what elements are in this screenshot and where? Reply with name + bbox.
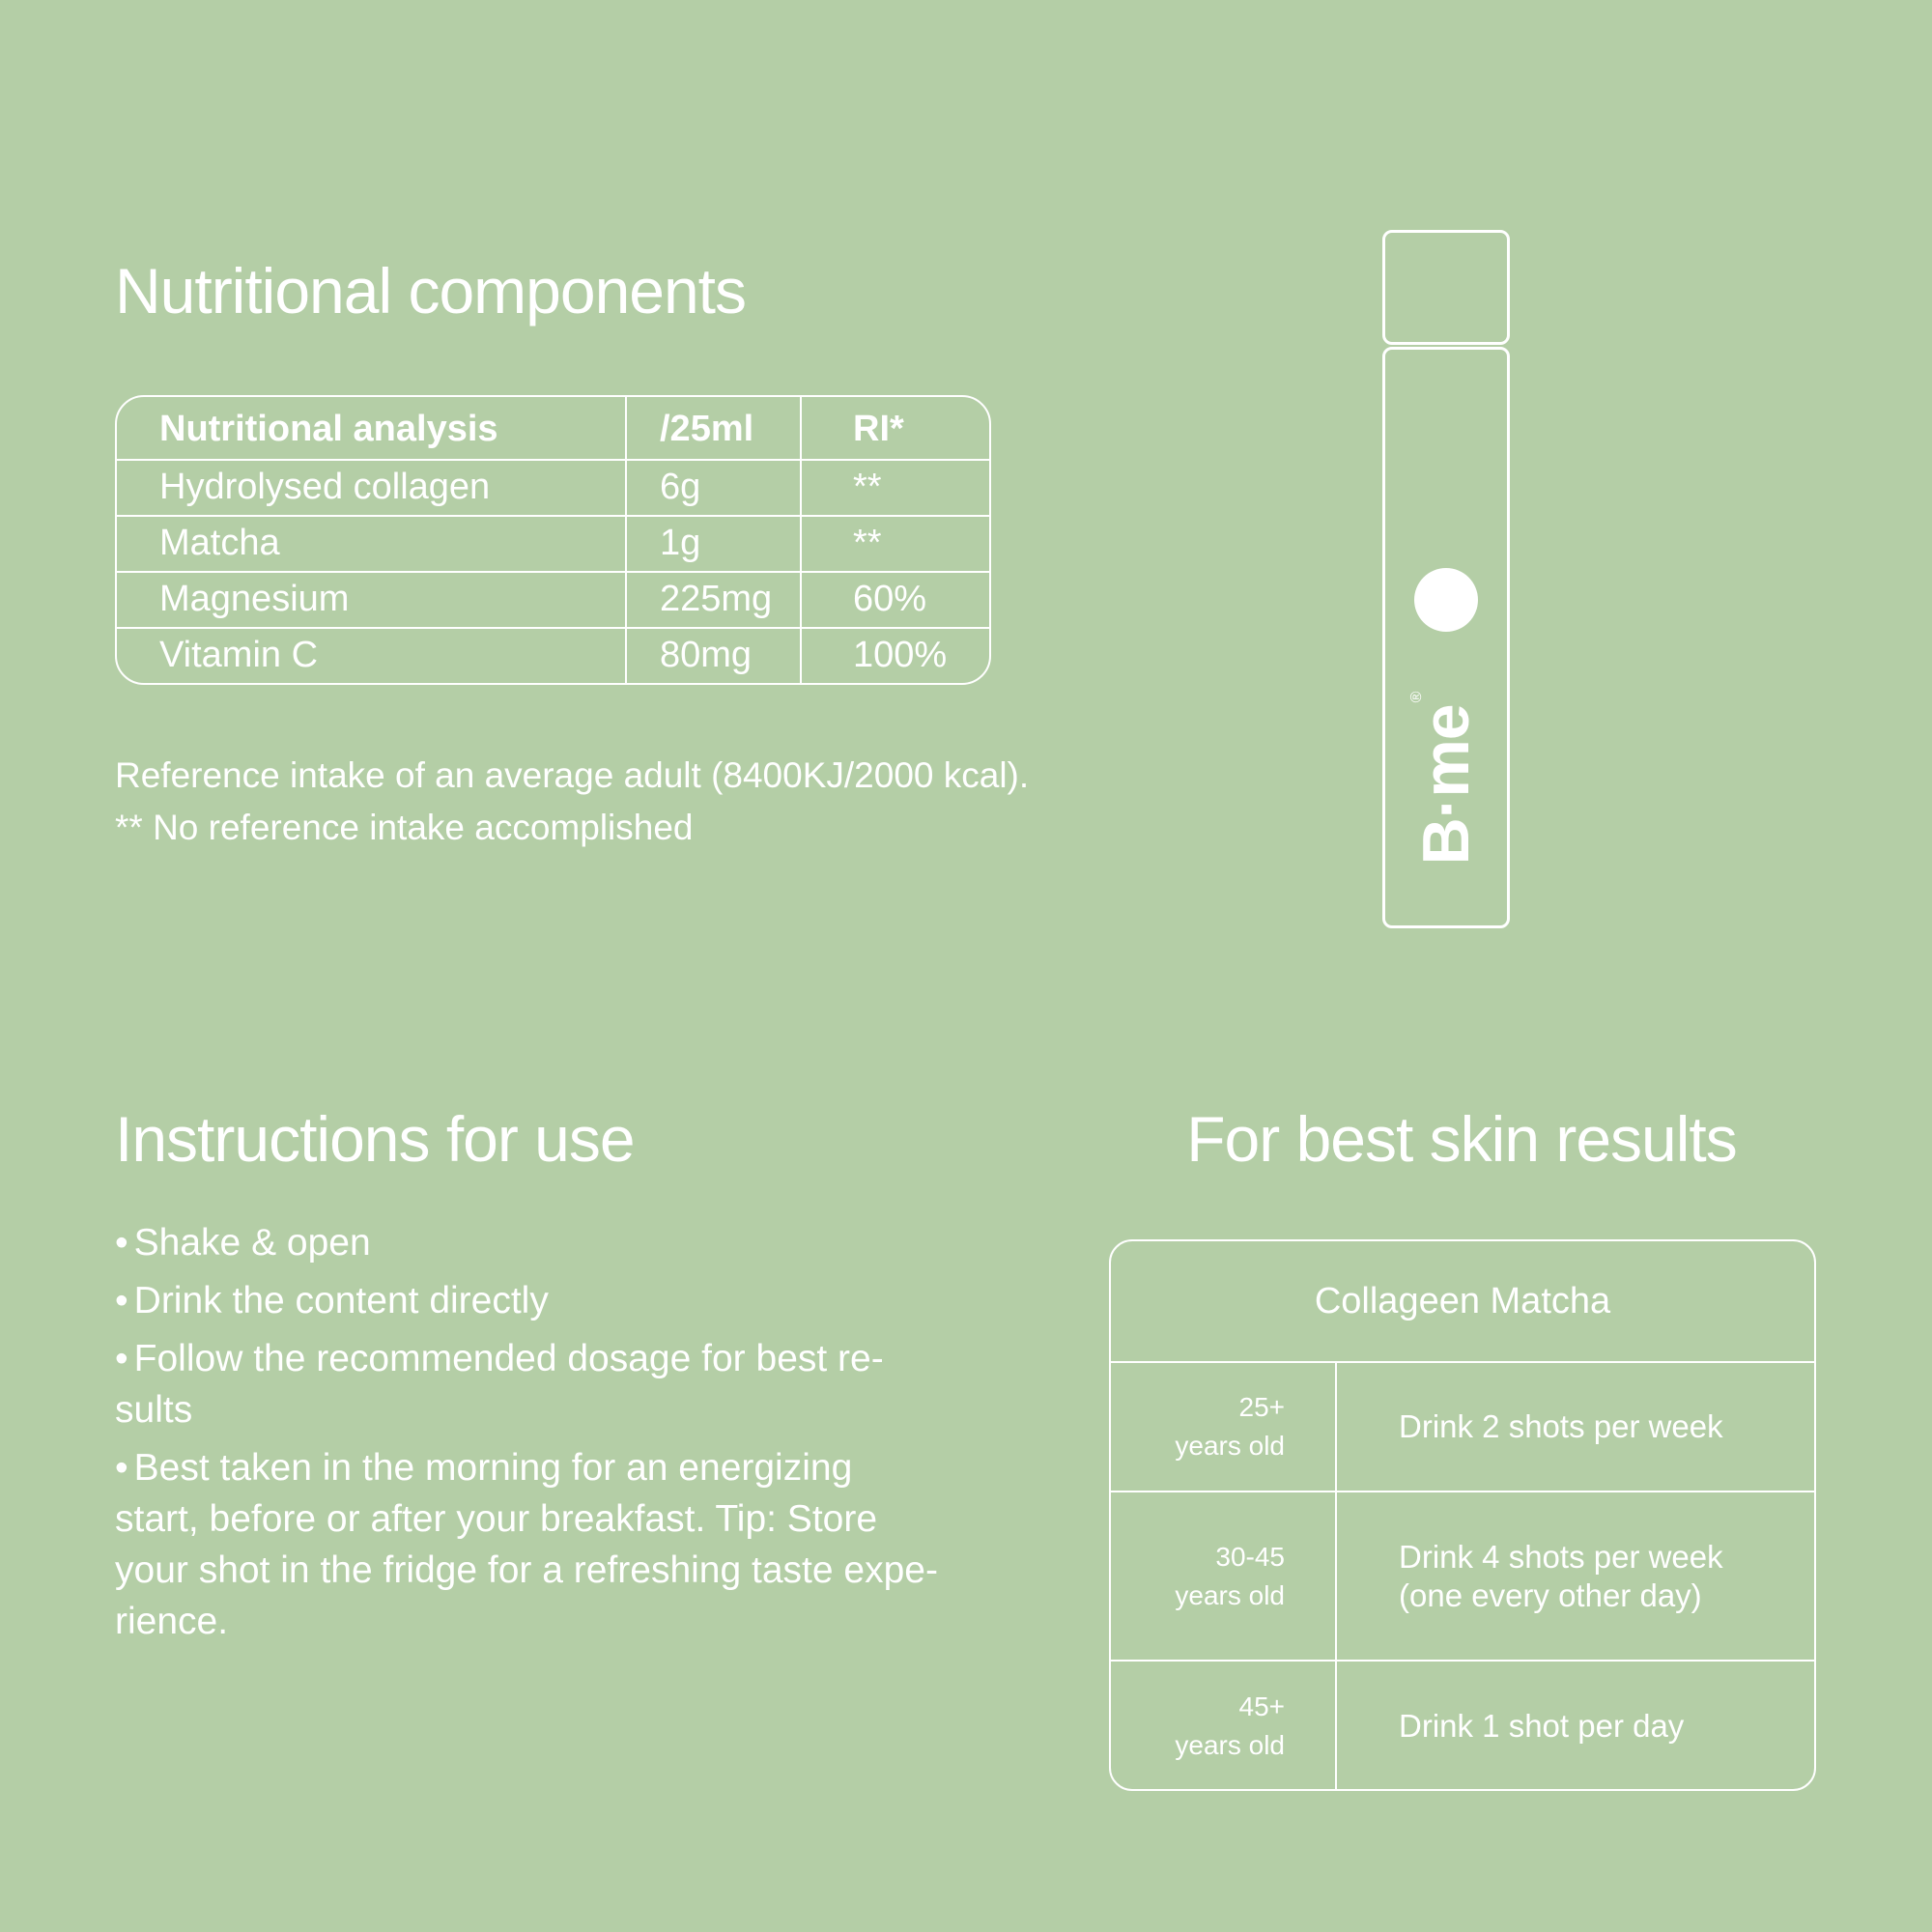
table-cell-ri: 60%	[853, 579, 927, 619]
table-cell-ri: **	[853, 467, 882, 507]
table-cell-nutrient: Matcha	[159, 523, 280, 563]
table-cell-ri: 100%	[853, 635, 948, 675]
table-header-ri: RI*	[853, 409, 904, 449]
age-range: 25+	[1238, 1392, 1285, 1422]
table-header-analysis: Nutritional analysis	[159, 409, 498, 449]
dosage	[1335, 1492, 1814, 1660]
skin-results-title: For best skin results	[1186, 1103, 1737, 1175]
dosage-line: (one every other day)	[1399, 1577, 1702, 1613]
table-cell-nutrient: Hydrolysed collagen	[159, 467, 491, 507]
table-cell-nutrient: Vitamin C	[159, 635, 319, 675]
age-range: 30-45	[1215, 1541, 1285, 1572]
table-column-divider	[800, 397, 802, 683]
instruction-text: Drink the content directly	[133, 1280, 549, 1321]
vial-cap-illustration	[1382, 230, 1510, 345]
instruction-item	[115, 1275, 946, 1326]
dosage-line: Drink 2 shots per week	[1399, 1408, 1723, 1444]
skin-table-row	[1111, 1363, 1814, 1491]
age-unit: years old	[1175, 1579, 1285, 1610]
age-group	[1111, 1363, 1335, 1491]
instruction-item	[115, 1217, 946, 1268]
vial-dot-icon	[1414, 568, 1478, 632]
skin-results-table	[1109, 1239, 1816, 1791]
nutrition-title: Nutritional components	[115, 255, 747, 327]
table-cell-ri: **	[853, 523, 882, 563]
age-group	[1111, 1492, 1335, 1660]
instructions-list	[115, 1217, 946, 1654]
brand-logo-text: B·me	[1409, 704, 1483, 866]
age-group	[1111, 1662, 1335, 1791]
dosage	[1335, 1363, 1814, 1491]
skin-table-product-name: Collageen Matcha	[1314, 1280, 1611, 1321]
table-cell-amount: 1g	[660, 523, 701, 563]
age-range: 45+	[1238, 1691, 1285, 1721]
dosage-line: Drink 4 shots per week	[1399, 1538, 1723, 1575]
age-unit: years old	[1175, 1431, 1285, 1461]
nutrition-footnotes	[115, 750, 1029, 854]
registered-mark: ®	[1408, 692, 1425, 703]
dosage-line: Drink 1 shot per day	[1399, 1708, 1685, 1744]
nutrition-table	[115, 395, 991, 685]
instruction-item	[115, 1442, 946, 1647]
skin-table-row	[1111, 1662, 1814, 1791]
footnote-no-reference: ** No reference intake accomplished	[115, 808, 694, 847]
dosage	[1335, 1662, 1814, 1791]
instructions-title: Instructions for use	[115, 1103, 635, 1175]
instruction-text: Shake & open	[133, 1222, 371, 1264]
table-header-per-25ml: /25ml	[660, 409, 754, 449]
instruction-text: Best taken in the morning for an energizing start, before or after your breakfast. Tip: Store your shot in the fridge for a refreshing taste expe-rience.	[115, 1447, 938, 1642]
age-unit: years old	[1175, 1730, 1285, 1760]
table-cell-amount: 225mg	[660, 579, 773, 619]
brand-logo	[1408, 693, 1484, 866]
table-cell-nutrient: Magnesium	[159, 579, 350, 619]
footnote-reference-intake: Reference intake of an average adult (8400KJ/2000 kcal).	[115, 755, 1030, 795]
instruction-item	[115, 1333, 946, 1435]
table-cell-amount: 80mg	[660, 635, 753, 675]
skin-table-row	[1111, 1492, 1814, 1660]
table-column-divider	[625, 397, 627, 683]
instruction-text: Follow the recommended dosage for best re-sults	[115, 1338, 884, 1431]
table-cell-amount: 6g	[660, 467, 701, 507]
